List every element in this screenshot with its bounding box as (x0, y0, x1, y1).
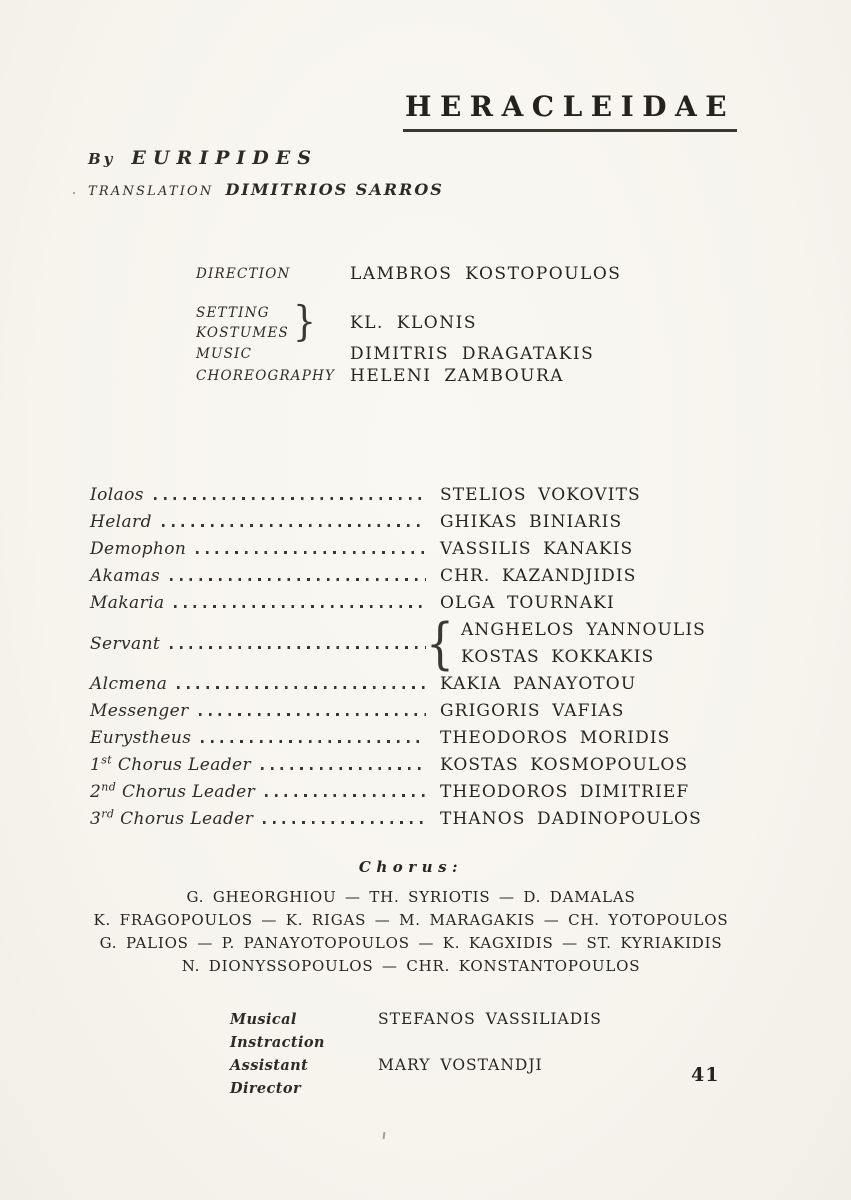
translation-label: TRANSLATION (88, 184, 214, 199)
cast-name-stack (440, 536, 752, 563)
cast-name: THEODOROS MORIDIS (440, 728, 671, 748)
credit-name: HELENI ZAMBOURA (350, 366, 565, 386)
chorus-line: N. DIONYSSOPOULOS — CHR. KONSTANTOPOULOS (181, 957, 641, 975)
credit-label: CHOREOGRAPHY (196, 368, 336, 384)
cast-names (440, 509, 752, 536)
staff-label: Musical Instraction (230, 1011, 325, 1051)
cast-name: KOSTAS KOSMOPOULOS (440, 755, 689, 775)
cast-role: 3rd Chorus Leader (90, 807, 254, 829)
credit-labels (196, 264, 291, 284)
cast-left (90, 779, 440, 806)
cast-left (90, 631, 440, 658)
cast-role: Messenger (90, 701, 189, 721)
cast-row (90, 752, 752, 779)
cast-names (440, 590, 752, 617)
staff-name: MARY VOSTANDJI (378, 1056, 543, 1074)
cast-name-stack (440, 509, 752, 536)
cast-role: Iolaos (90, 485, 144, 505)
cast-row (90, 779, 752, 806)
credit-name: DIMITRIS DRAGATAKIS (350, 344, 595, 364)
cast-name-stack (440, 698, 752, 725)
cast-name-stack (440, 806, 752, 833)
cast-role: Servant (90, 633, 161, 654)
cast-left (90, 563, 440, 590)
chorus-line: G. GHEORGHIOU — TH. SYRIOTIS — D. DAMALAS (186, 888, 636, 906)
cast-names (440, 752, 752, 779)
dot-leader (196, 551, 426, 554)
credit-name: KL. KLONIS (350, 313, 477, 333)
cast-row (90, 536, 752, 563)
dot-leader (174, 605, 426, 608)
cast-role: 2nd Chorus Leader (90, 780, 256, 802)
dot-leader (170, 578, 426, 581)
cast-names (440, 563, 752, 590)
dot-leader (265, 794, 426, 797)
staff-row (230, 1008, 602, 1054)
staff-name: STEFANOS VASSILIADIS (378, 1010, 602, 1028)
scan-speck (73, 192, 75, 194)
production-credits (196, 263, 656, 387)
cast-name: THEODOROS DIMITRIEF (440, 782, 690, 802)
chorus-line: K. FRAGOPOULOS — K. RIGAS — M. MARAGAKIS — CH. YOTOPOULOS (93, 911, 729, 929)
cast-name: VASSILIS KANAKIS (440, 539, 634, 559)
cast-name: GRIGORIS VAFIAS (440, 701, 625, 721)
cast-names (440, 698, 752, 725)
staff-label: Assistant Director (230, 1057, 309, 1097)
cast-left (90, 509, 440, 536)
cast-name: ANGHELOS YANNOULIS (461, 620, 706, 640)
cast-role: 1st Chorus Leader (90, 753, 252, 775)
cast-names (440, 806, 752, 833)
title-block (403, 90, 737, 132)
credit-label: MUSIC (196, 346, 253, 362)
byline (88, 147, 318, 169)
cast-left (90, 590, 440, 617)
translator-name: DIMITRIOS SARROS (225, 180, 444, 199)
cast-left (90, 536, 440, 563)
page-title: HERACLEIDAE (403, 90, 737, 132)
page-number: 41 (691, 1064, 720, 1086)
cast-name-stack (440, 752, 752, 779)
cast-role: Eurystheus (90, 728, 192, 748)
credit-row (196, 343, 656, 365)
credit-label-cell (196, 264, 350, 284)
cast-name: THANOS DADINOPOULOS (440, 809, 702, 829)
cast-name-stack (440, 725, 752, 752)
chorus-lines (55, 886, 767, 978)
brace-glyph: { (426, 612, 454, 676)
scan-speck (383, 1132, 385, 1139)
by-label: By (88, 150, 116, 168)
credit-label-cell (196, 298, 350, 346)
cast-name: OLGA TOURNAKI (440, 593, 615, 613)
translation-line (88, 180, 444, 199)
cast-row (90, 612, 752, 676)
cast-role: Demophon (90, 539, 187, 559)
credit-row (196, 298, 656, 346)
cast-left (90, 482, 440, 509)
credit-label: KOSTUMES (196, 325, 289, 341)
cast-name-stack (440, 590, 752, 617)
cast-name: KAKIA PANAYOTOU (440, 674, 637, 694)
cast-row (90, 806, 752, 833)
credit-label: DIRECTION (196, 266, 291, 282)
credit-name: LAMBROS KOSTOPOULOS (350, 264, 622, 284)
chorus-section (55, 858, 767, 978)
staff-row (230, 1054, 602, 1100)
cast-row (90, 725, 752, 752)
cast-role: Makaria (90, 593, 165, 613)
cast-name: STELIOS VOKOVITS (440, 485, 641, 505)
credit-row (196, 263, 656, 285)
cast-row (90, 509, 752, 536)
cast-names (440, 482, 752, 509)
cast-list (90, 482, 752, 833)
cast-left (90, 752, 440, 779)
cast-role: Alcmena (90, 674, 168, 694)
cast-left (90, 671, 440, 698)
cast-name-stack (440, 671, 752, 698)
cast-names (440, 779, 752, 806)
dot-leader (170, 646, 426, 649)
cast-left (90, 725, 440, 752)
credit-label-cell (196, 366, 350, 386)
author-name: EURIPIDES (131, 147, 318, 169)
cast-row (90, 563, 752, 590)
cast-name-stack (440, 563, 752, 590)
brace-glyph: } (292, 298, 316, 346)
dot-leader (154, 497, 426, 500)
chorus-line: G. PALIOS — P. PANAYOTOPOULOS — K. KAGXIDIS — ST. KYRIAKIDIS (99, 934, 723, 952)
cast-name: CHR. KAZANDJIDIS (440, 566, 637, 586)
cast-role: Akamas (90, 566, 161, 586)
cast-row (90, 671, 752, 698)
cast-row (90, 590, 752, 617)
cast-name: KOSTAS KOKKAKIS (461, 647, 655, 667)
cast-names (440, 671, 752, 698)
cast-name-stack (440, 779, 752, 806)
credit-row (196, 365, 656, 387)
dot-leader (177, 686, 426, 689)
chorus-heading: Chorus: (358, 858, 464, 876)
cast-name-stack (461, 617, 706, 671)
cast-names (440, 725, 752, 752)
staff-credits (230, 1008, 602, 1100)
cast-role: Helard (90, 512, 152, 532)
cast-name: GHIKAS BINIARIS (440, 512, 623, 532)
cast-names (426, 612, 752, 676)
dot-leader (199, 713, 426, 716)
credit-labels (196, 303, 289, 343)
dot-leader (263, 821, 426, 824)
dot-leader (201, 740, 426, 743)
cast-name-stack (440, 482, 752, 509)
credit-label-cell (196, 344, 350, 364)
cast-row (90, 698, 752, 725)
credit-labels (196, 344, 252, 364)
cast-row (90, 482, 752, 509)
dot-leader (261, 767, 426, 770)
dot-leader (162, 524, 426, 527)
cast-names (440, 536, 752, 563)
credit-labels (196, 366, 335, 386)
cast-left (90, 806, 440, 833)
credit-label: SETTING (196, 305, 270, 321)
cast-left (90, 698, 440, 725)
